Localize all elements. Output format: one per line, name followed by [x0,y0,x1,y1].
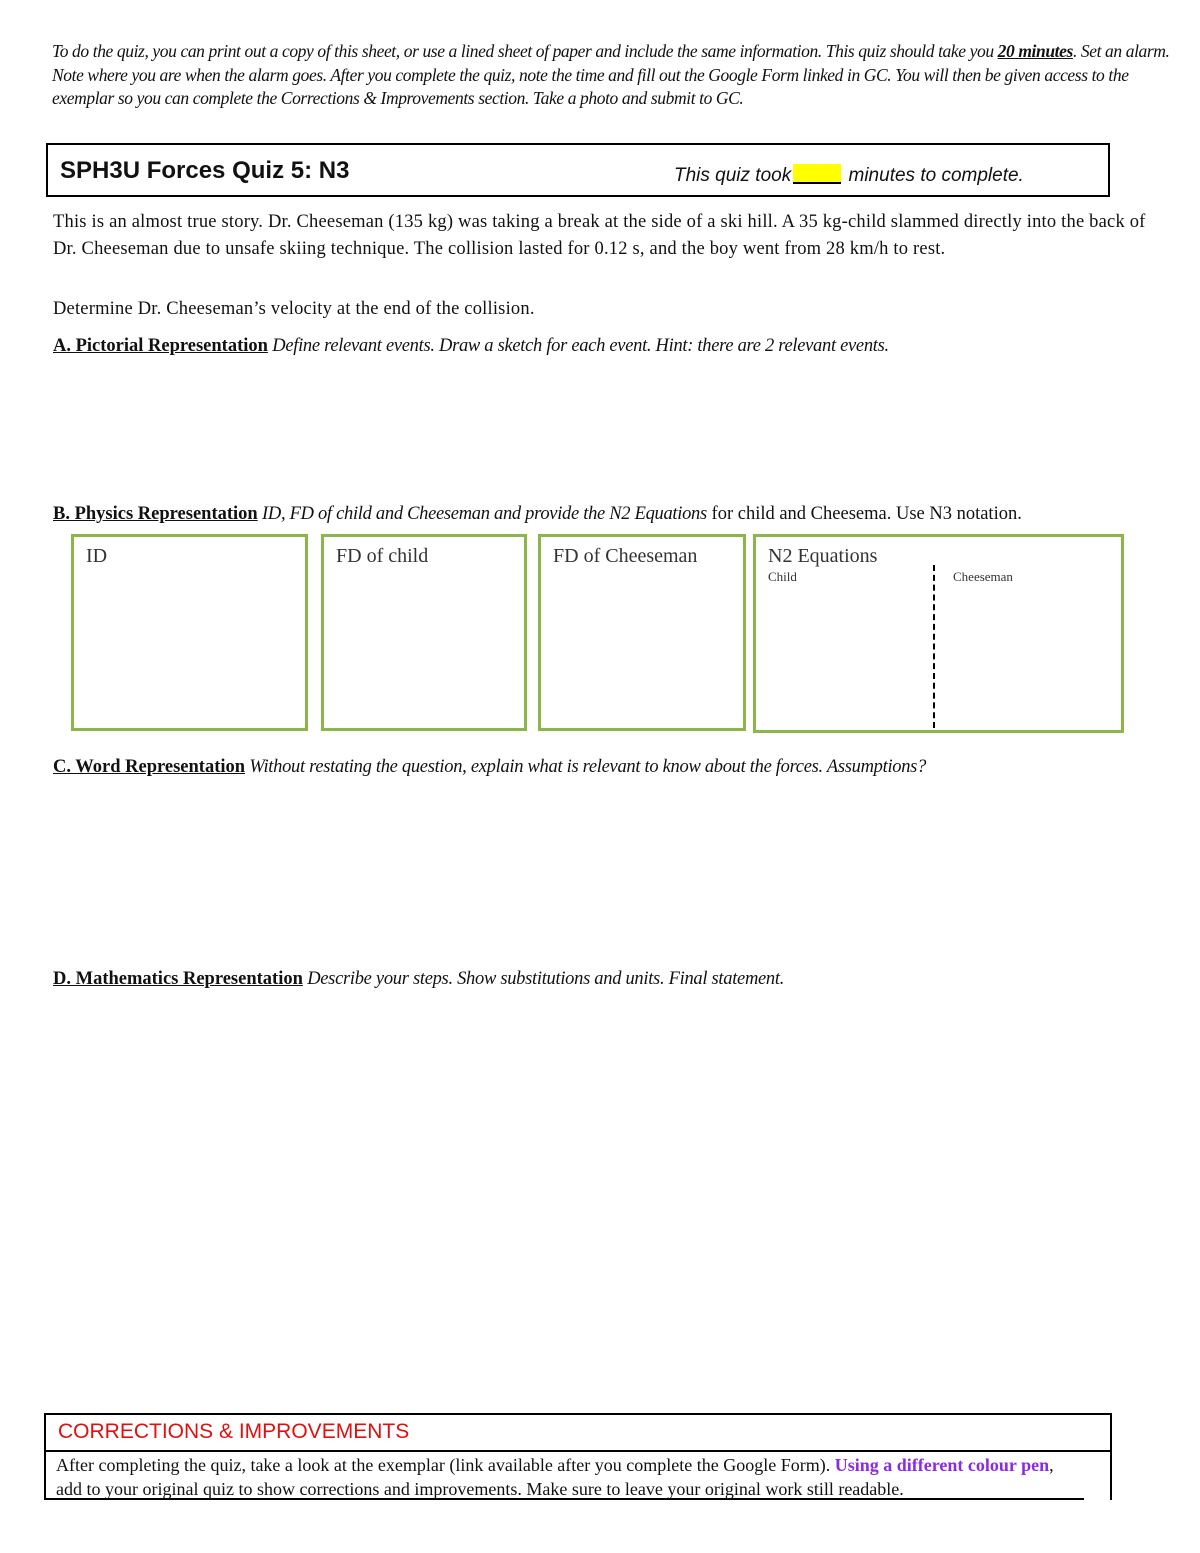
section-a [53,336,889,357]
n2-cheeseman-label: Cheeseman [953,569,1013,584]
section-b [53,504,1022,525]
corrections-header [44,1413,1112,1452]
section-c-instructions: Without restating the question, explain what is relevant to know about the forces. Assumptions? [245,757,927,777]
section-c-heading: C. Word Representation [53,757,246,777]
instructions-text-cont: . Set an alarm. Note where you are when the alarm goes. After you complete the quiz, note the time and fill out the Google Form linked in GC. You will then be given access to the exemplar so you can complete the Corrections & Improvements section. Take a photo and submit to GC. [52,41,1170,108]
corrections-text-1: After completing the quiz, take a look at the exemplar (link available after you complete the Google Form). [56,1455,835,1475]
fd-child-label: FD of child [336,545,429,567]
time-taken-line [674,164,1024,187]
section-a-heading: A. Pictorial Representation [53,336,268,356]
time-taken-blank[interactable] [793,164,841,184]
corrections-title: CORRECTIONS & IMPROVEMENTS [58,1420,410,1443]
section-c [53,757,926,778]
n2-equations-box[interactable] [753,534,1124,733]
instructions-paragraph [52,40,1177,111]
quiz-title: SPH3U Forces Quiz 5: N3 [60,157,350,184]
fd-child-box[interactable] [321,534,527,731]
quiz-duration: 20 minutes [997,41,1073,61]
corrections-highlight: Using a different colour pen [834,1455,1050,1475]
n2-divider [933,565,935,728]
section-a-instructions: Define relevant events. Draw a sketch for each event. Hint: there are 2 relevant events. [267,336,889,356]
time-taken-label: This quiz took [674,165,792,186]
corrections-body [44,1450,1084,1500]
problem-question: Determine Dr. Cheeseman’s velocity at the end of the collision. [53,299,535,319]
id-box-label: ID [86,545,108,567]
instructions-text: To do the quiz, you can print out a copy of this sheet, or use a lined sheet of paper and include the same information. This quiz should take you [52,41,998,61]
corrections-box [44,1413,1112,1500]
fd-cheeseman-label: FD of Cheeseman [553,545,698,567]
section-d [53,969,784,990]
section-b-heading: B. Physics Representation [53,504,258,524]
section-d-heading: D. Mathematics Representation [53,969,303,989]
corrections-right-edge [1082,1450,1112,1500]
n2-equations-label: N2 Equations [768,545,878,567]
fd-cheeseman-box[interactable] [538,534,746,731]
n2-child-label: Child [768,569,797,584]
title-box [46,143,1110,197]
corrections-text [56,1453,1076,1501]
corrections-text-2: , add to your original quiz to show corrections and improvements. Make sure to leave your original work still readable. [56,1455,1054,1499]
time-taken-suffix: minutes to complete. [843,165,1024,186]
problem-story: This is an almost true story. Dr. Cheeseman (135 kg) was taking a break at the side of a ski hill. A 35 kg-child slammed directly into the back of Dr. Cheeseman due to unsafe skiing technique. The collision lasted for 0.12 s, and the boy went from 28 km/h to rest. [53,212,1146,259]
section-b-instructions-tail: for child and Cheesema. Use N3 notation. [706,504,1022,524]
section-d-instructions: Describe your steps. Show substitutions and units. Final statement. [302,969,785,989]
section-b-instructions: ID, FD of child and Cheeseman and provide the N2 Equations [257,504,707,524]
id-box[interactable] [71,534,308,731]
